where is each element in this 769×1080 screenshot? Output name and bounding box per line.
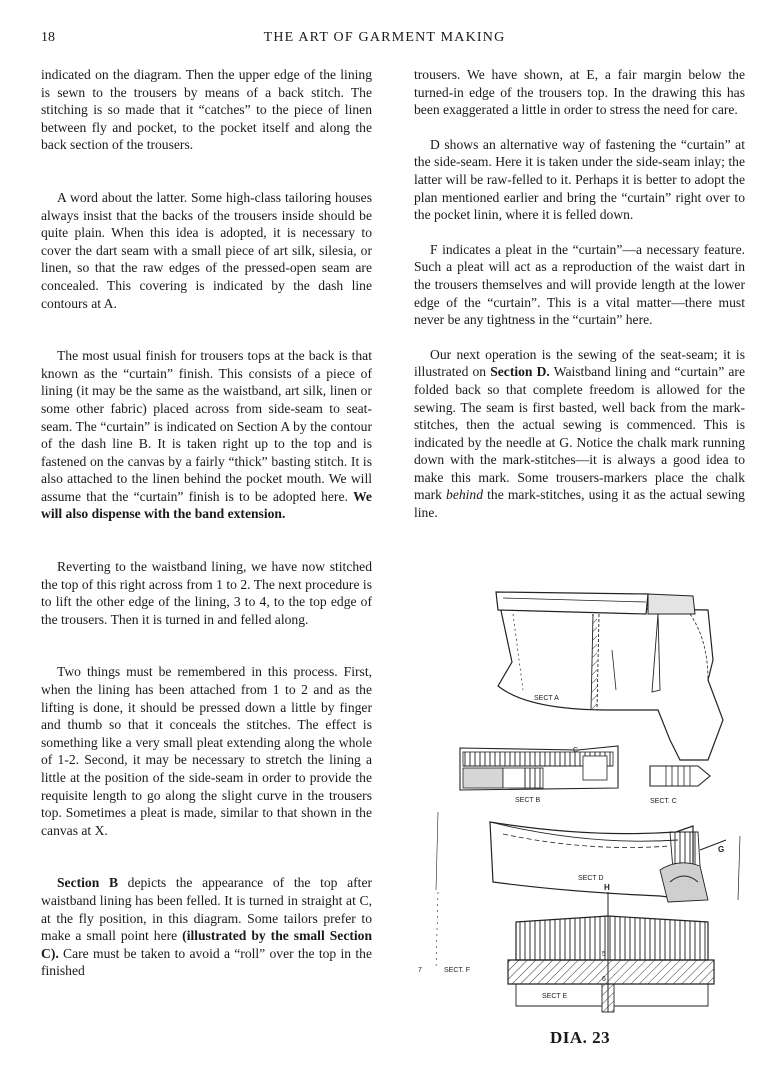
paragraph — [414, 346, 745, 522]
label-h: H — [604, 883, 610, 892]
paragraph-text: depicts the appearance of the top after waistband lining has been felled. It is turned in straight at C, at the fly position, in this diagram. Some tailors prefer to make a small point here — [41, 875, 372, 944]
section-d-drawing — [436, 812, 740, 902]
paragraph-text: the mark-stitches, using it as the actual sewing line. — [414, 487, 745, 521]
paragraph-text: The most usual finish for trousers tops at the back is that known as the “curtain” finish. This consists of a piece of lining (it may be the same as the waistband, art silk, linen or some other fabric) placed across from side-seam to seat-seam. The “curtain” is indicated on Section A by the contour of the dash line B. It is taken right up to the top and is fastened on the canvas by a fairly “thick” basting stitch. It is also attached to the linen behind the pocket mouth. We will assume that the “curtain” finish is to be adopted here. — [41, 348, 372, 504]
label-7: 7 — [418, 967, 422, 974]
bold-text: (illustrated by the small Section C). — [41, 928, 373, 961]
left-column — [41, 66, 372, 980]
label-c: C — [573, 747, 579, 754]
paragraph: indicated on the diagram. Then the upper edge of the lining is sewn to the trousers by means of a back stitch. The stitching is so made that it “catches” to the piece of linen between fly and pocket, to the pocket itself and along the back section of the trousers. — [41, 67, 372, 153]
paragraph — [41, 347, 372, 523]
label-sect-a: SECT A — [534, 695, 559, 702]
label-sect-f: SECT. F — [444, 967, 471, 974]
right-column — [414, 66, 745, 522]
paragraph: trousers. We have shown, at E, a fair margin below the turned-in edge of the trousers top. In the drawing this has been exaggerated a little in order to stress the need for care. — [414, 67, 745, 118]
paragraph — [41, 874, 372, 980]
paragraph: A word about the latter. Some high-class tailoring houses always insist that the backs of the trousers inside should be quite plain. When this idea is adopted, it is necessary to cover the dart seam with a small piece of art silk, silesia, or linen, so that the raw edges of the pressed-open seam are concealed. This covering is indicated by the dash line contours at A. — [41, 189, 372, 311]
section-a-drawing — [496, 592, 723, 760]
label-sect-b: SECT B — [515, 797, 541, 804]
paragraph-text: Care must be taken to avoid a “roll” over the top in the finished — [41, 945, 372, 979]
paragraph: Two things must be remembered in this process. First, when the lining has been attached from 1 to 2 and as the lifting is done, it should be pressed down a little by finger and thumb so that it conceals the stitches. The effect is something like a very small pleat extending along the whole of 1-2. Second, it may be necessary to stretch the lining a little at the position of the side-seam in order to provide the requisite length to go along the slight curve in the trousers top. Sometimes a pleat is made, similar to that shown in the canvas at X. — [41, 664, 372, 838]
bold-text: Section D. — [490, 364, 550, 380]
paragraph-text: Waistband lining and “curtain” are folded back so that complete freedom is allowed for the sewing. The seam is first basted, well back from the mark-stitches, then the actual sewing is commenced. This is indicated by the needle at G. Notice the chalk mark running down with the mark-stitches—it is always a good idea to make this mark. Some trousers-markers place the chalk mark — [414, 364, 745, 503]
label-sect-c: SECT. C — [650, 798, 677, 805]
section-e-drawing — [436, 892, 714, 1012]
bold-text: We will also dispense with the band extension. — [41, 488, 372, 522]
label-g: G — [718, 845, 725, 854]
paragraph: Reverting to the waistband lining, we have now stitched the top of this right across from 1 to 2. The next procedure is to lift the other edge of the lining, 3 to 4, to the top edge of the trousers. Then it is turned in and felled along. — [41, 559, 372, 627]
section-c-drawing — [650, 766, 710, 786]
figure-caption: DIA. 23 — [550, 1028, 611, 1047]
paragraph: F indicates a pleat in the “curtain”—a necessary feature. Such a pleat will act as a reproduction of the waist dart in the trousers themselves and will provide length at the lower edge of the “curtain”. This is a vital matter—there must never be any tightness in the “curtain” here. — [414, 241, 745, 328]
label-5: 5 — [602, 951, 606, 958]
label-sect-e: SECT E — [542, 993, 568, 1000]
section-b-drawing — [460, 746, 618, 790]
label-6: 6 — [602, 976, 606, 983]
paragraph-text: Our next operation is the sewing of the seat-seam; it is illustrated on — [414, 346, 745, 380]
bold-text: Section B — [57, 875, 119, 891]
paragraph: D shows an alternative way of fastening the “curtain” at the side-seam. Here it is taken under the side-seam inlay; the latter will be raw-felled to it. Perhaps it is better to adopt the plan mentioned earlier and bring the “curtain” right over to the pocket linin, where it is felled down. — [414, 136, 745, 223]
page-number: 18 — [41, 30, 55, 45]
diagram-23 — [408, 570, 753, 1015]
label-sect-d: SECT D — [578, 875, 604, 882]
running-head: THE ART OF GARMENT MAKING — [263, 30, 506, 45]
italic-text: behind — [446, 487, 484, 503]
